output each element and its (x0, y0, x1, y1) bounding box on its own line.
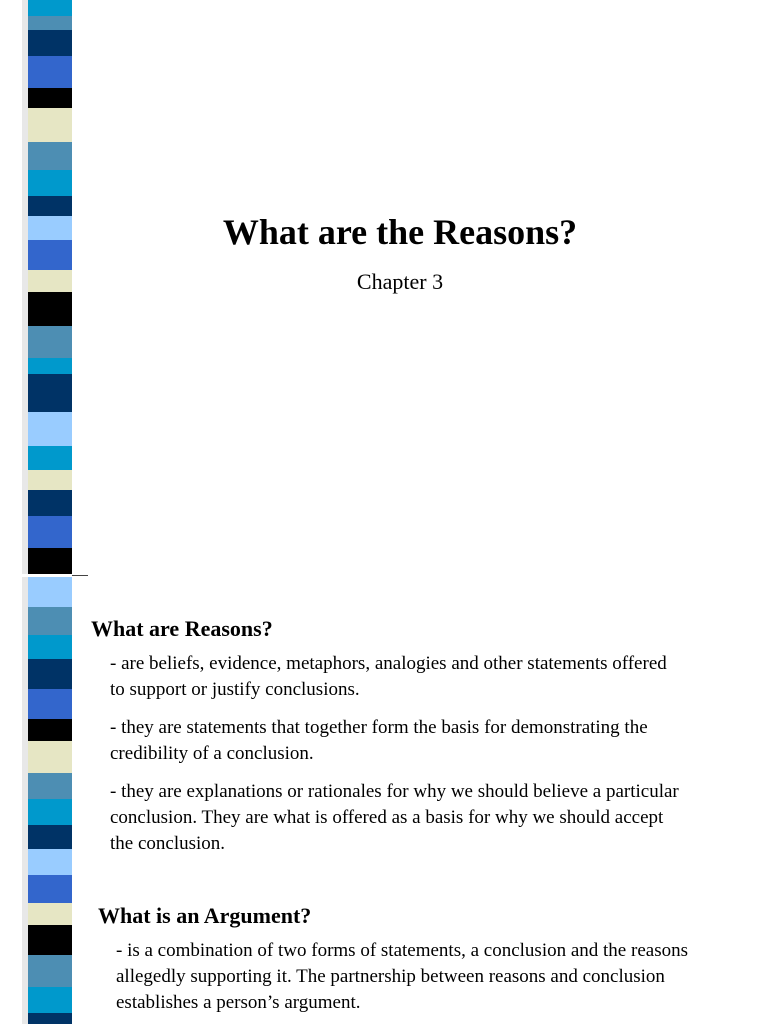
stripe-segment (28, 88, 72, 108)
stripe-segment (28, 825, 72, 849)
stripe-segment (28, 374, 72, 412)
stripe-segment (28, 240, 72, 270)
stripe-segment (28, 719, 72, 741)
decorative-stripe-column-top (28, 0, 72, 574)
stripe-segment (28, 955, 72, 987)
stripe-segment (28, 142, 72, 170)
stripe-segment (28, 470, 72, 490)
stripe-segment (28, 689, 72, 719)
reasons-point-1: - are beliefs, evidence, metaphors, analogies and other statements offered to support or justify conclusions. (110, 653, 667, 700)
stripe-segment (28, 358, 72, 374)
stripe-segment (28, 196, 72, 216)
argument-point: - is a combination of two forms of statements, a conclusion and the reasons allegedly supporting it. The partnership between reasons and conclusion establishes a person’s argument. (116, 940, 688, 1013)
stripe-segment (28, 548, 72, 574)
stripe-segment (28, 30, 72, 56)
stripe-segment (28, 659, 72, 689)
stripe-segment (28, 270, 72, 292)
stripe-segment (28, 773, 72, 799)
stripe-segment (28, 1013, 72, 1024)
decorative-stripe-column-bottom (28, 577, 72, 1024)
stripe-segment (28, 0, 72, 16)
slide-subtitle: Chapter 3 (356, 269, 444, 294)
stripe-segment (28, 108, 72, 142)
stripe-segment (28, 516, 72, 548)
stripe-segment (28, 799, 72, 825)
slide-title: What are the Reasons? (222, 212, 578, 252)
stripe-segment (28, 741, 72, 773)
stripe-segment (28, 490, 72, 516)
stripe-segment (28, 577, 72, 607)
stripe-segment (28, 216, 72, 240)
stripe-segment (28, 446, 72, 470)
stripe-segment (28, 875, 72, 903)
stripe-segment (28, 326, 72, 358)
stripe-segment (28, 412, 72, 446)
stripe-segment (28, 607, 72, 635)
stripe-segment (28, 292, 72, 326)
stripe-segment (28, 170, 72, 196)
stripe-segment (28, 987, 72, 1013)
slide-divider (72, 575, 88, 576)
stripe-segment (28, 925, 72, 955)
stripe-segment (28, 849, 72, 875)
reasons-point-3: - they are explanations or rationales for why we should believe a particular conclusion. They are what is offered as a basis for why we should accept the conclusion. (110, 781, 679, 854)
stripe-segment (28, 56, 72, 88)
stripe-segment (28, 903, 72, 925)
reasons-point-2: - they are statements that together form the basis for demonstrating the credibility of a conclusion. (110, 717, 648, 764)
heading-what-is-an-argument: What is an Argument? (98, 903, 312, 928)
stripe-segment (28, 16, 72, 30)
stripe-segment (28, 635, 72, 659)
heading-what-are-reasons: What are Reasons? (91, 616, 273, 641)
